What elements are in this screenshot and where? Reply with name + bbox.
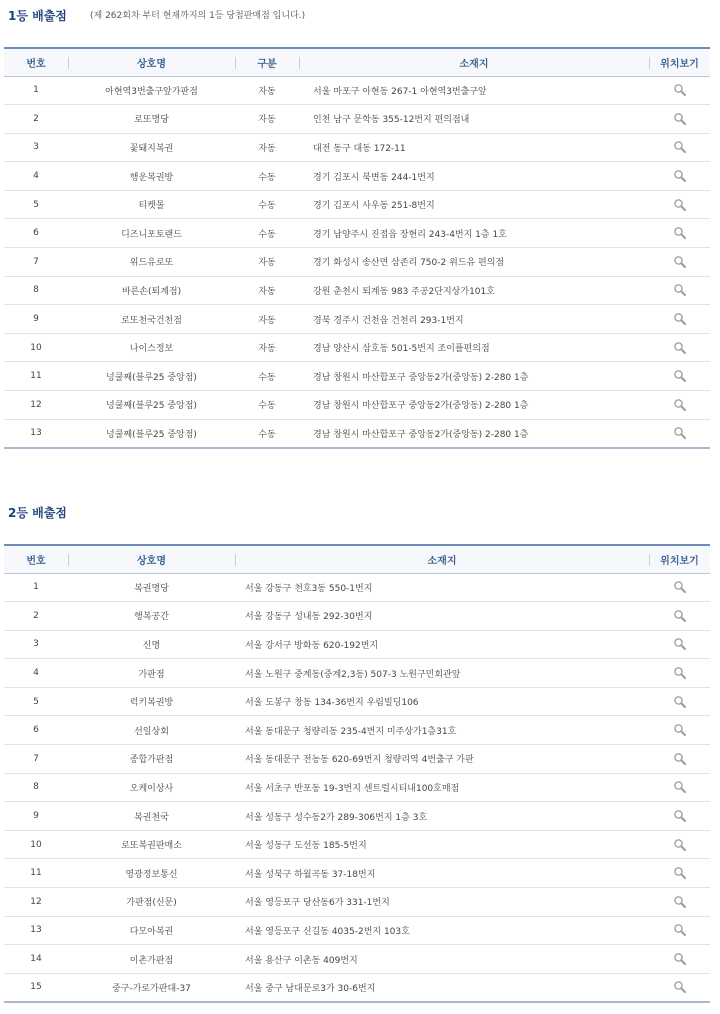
row-number: 1 [4,573,68,602]
store-address: 인천 남구 문학동 355-12번지 편의점내 [299,105,649,134]
column-header-address: 소재지 [235,545,649,573]
map-cell [649,888,710,917]
store-name: 복권천국 [68,802,235,831]
row-number: 6 [4,716,68,745]
draw-type: 자동 [235,333,299,362]
store-name: 꽃돼지복권 [68,133,235,162]
store-address: 서울 용산구 이촌동 409번지 [235,945,649,974]
map-cell [649,76,710,105]
table-header-row [4,48,710,76]
table-row [4,659,710,688]
store-name: 아현역3번출구앞가판점 [68,76,235,105]
store-name: 종합가판점 [68,745,235,774]
row-number: 10 [4,333,68,362]
magnifier-icon[interactable] [673,752,687,766]
store-name: 행운복권방 [68,162,235,191]
store-name: 영광정보통신 [68,859,235,888]
store-address: 대전 동구 대동 172-11 [299,133,649,162]
table-row [4,973,710,1002]
store-name: 위드유로또 [68,248,235,277]
magnifier-icon[interactable] [673,426,687,440]
map-cell [649,916,710,945]
store-name: 티켓몰 [68,190,235,219]
table-row [4,162,710,191]
table-row [4,716,710,745]
row-number: 3 [4,630,68,659]
table-row [4,859,710,888]
magnifier-icon[interactable] [673,398,687,412]
magnifier-icon[interactable] [673,112,687,126]
store-address: 서울 강서구 방화동 620-192번지 [235,630,649,659]
store-name: 복권명당 [68,573,235,602]
column-header-type: 구분 [235,48,299,76]
store-address: 서울 성동구 성수동2가 289-306번지 1층 3호 [235,802,649,831]
row-number: 3 [4,133,68,162]
table-row [4,190,710,219]
store-address: 서울 성동구 도선동 185-5번지 [235,830,649,859]
row-number: 4 [4,162,68,191]
store-address: 서울 강동구 성내동 292-30번지 [235,602,649,631]
magnifier-icon[interactable] [673,666,687,680]
row-number: 8 [4,773,68,802]
row-number: 10 [4,830,68,859]
magnifier-icon[interactable] [673,580,687,594]
store-name: 로또천국건천점 [68,305,235,334]
store-address: 서울 서초구 반포동 19-3번지 센트럴시티내100호매점 [235,773,649,802]
store-address: 강원 춘천시 퇴계동 983 주공2단지상가101호 [299,276,649,305]
magnifier-icon[interactable] [673,780,687,794]
column-header-no: 번호 [4,545,68,573]
row-number: 2 [4,602,68,631]
table-row [4,105,710,134]
row-number: 5 [4,687,68,716]
draw-type: 수동 [235,190,299,219]
map-cell [649,602,710,631]
map-cell [649,630,710,659]
map-cell [649,687,710,716]
magnifier-icon[interactable] [673,369,687,383]
store-address: 경남 창원시 마산합포구 중앙동2가(중앙동) 2-280 1층 [299,391,649,420]
second-prize-heading [0,494,720,532]
second-prize-section [0,494,720,994]
magnifier-icon[interactable] [673,341,687,355]
store-name: 이촌가판점 [68,945,235,974]
magnifier-icon[interactable] [673,695,687,709]
table-header-row [4,545,710,573]
map-cell [649,745,710,774]
second-prize-table [4,544,710,1003]
store-address: 경기 화성시 송산면 삼존리 750-2 위드유 편의점 [299,248,649,277]
draw-type: 자동 [235,305,299,334]
store-name: 넝쿨째(블루25 중앙점) [68,419,235,448]
table-row [4,945,710,974]
store-address: 경남 창원시 마산합포구 중앙동2가(중앙동) 2-280 1층 [299,362,649,391]
map-cell [649,419,710,448]
store-name: 디즈니포토랜드 [68,219,235,248]
map-cell [649,830,710,859]
magnifier-icon[interactable] [673,723,687,737]
second-prize-title: 2등 배출점 [8,506,67,520]
draw-type: 자동 [235,133,299,162]
table-row [4,802,710,831]
store-address: 서울 강동구 천호3동 550-1번지 [235,573,649,602]
magnifier-icon[interactable] [673,609,687,623]
magnifier-icon[interactable] [673,637,687,651]
map-cell [649,391,710,420]
magnifier-icon[interactable] [673,923,687,937]
table-row [4,602,710,631]
row-number: 2 [4,105,68,134]
draw-type: 자동 [235,105,299,134]
column-header-no: 번호 [4,48,68,76]
map-cell [649,248,710,277]
table-row [4,248,710,277]
store-address: 서울 성북구 하월곡동 37-18번지 [235,859,649,888]
store-name: 선일상회 [68,716,235,745]
magnifier-icon[interactable] [673,312,687,326]
table-row [4,687,710,716]
table-row [4,830,710,859]
table-row [4,391,710,420]
table-row [4,888,710,917]
magnifier-icon[interactable] [673,169,687,183]
store-name: 행복공간 [68,602,235,631]
table-row [4,76,710,105]
store-name: 중구-가로가판대-37 [68,973,235,1002]
store-address: 서울 영등포구 당산동6가 331-1번지 [235,888,649,917]
row-number: 12 [4,391,68,420]
magnifier-icon[interactable] [673,895,687,909]
map-cell [649,219,710,248]
column-header-address: 소재지 [299,48,649,76]
store-name: 신명 [68,630,235,659]
column-header-name: 상호명 [68,48,235,76]
store-name: 넝쿨째(블루25 중앙점) [68,391,235,420]
store-name: 럭키복권방 [68,687,235,716]
magnifier-icon[interactable] [673,283,687,297]
table-row [4,333,710,362]
table-row [4,276,710,305]
magnifier-icon[interactable] [673,140,687,154]
map-cell [649,973,710,1002]
store-name: 넝쿨째(블루25 중앙점) [68,362,235,391]
store-name: 가판점(신문) [68,888,235,917]
store-address: 경기 김포시 북변동 244-1번지 [299,162,649,191]
store-address: 경남 양산시 삼호동 501-5번지 조이플편의점 [299,333,649,362]
row-number: 11 [4,362,68,391]
draw-type: 자동 [235,76,299,105]
row-number: 7 [4,248,68,277]
map-cell [649,716,710,745]
table-row [4,630,710,659]
map-cell [649,773,710,802]
draw-type: 수동 [235,362,299,391]
map-cell [649,133,710,162]
store-name: 로또복권판매소 [68,830,235,859]
magnifier-icon[interactable] [673,198,687,212]
map-cell [649,105,710,134]
magnifier-icon[interactable] [673,838,687,852]
row-number: 4 [4,659,68,688]
magnifier-icon[interactable] [673,866,687,880]
map-cell [649,659,710,688]
map-cell [649,573,710,602]
row-number: 9 [4,802,68,831]
row-number: 11 [4,859,68,888]
table-row [4,419,710,448]
first-prize-subtitle: (제 262회차 부터 현재까지의 1등 당첨판매점 입니다.) [90,11,306,21]
row-number: 14 [4,945,68,974]
store-name: 가판점 [68,659,235,688]
store-address: 서울 노원구 중계동(중계2,3동) 507-3 노원구민회관앞 [235,659,649,688]
row-number: 6 [4,219,68,248]
map-cell [649,305,710,334]
first-prize-section [0,0,720,440]
row-number: 5 [4,190,68,219]
row-number: 12 [4,888,68,917]
map-cell [649,190,710,219]
store-name: 로또명당 [68,105,235,134]
magnifier-icon[interactable] [673,809,687,823]
map-cell [649,802,710,831]
draw-type: 수동 [235,162,299,191]
store-address: 서울 동대문구 전농동 620-69번지 청량리역 4번출구 가판 [235,745,649,774]
row-number: 1 [4,76,68,105]
store-address: 서울 동대문구 청량리동 235-4번지 미주상가1층31호 [235,716,649,745]
map-cell [649,859,710,888]
row-number: 13 [4,419,68,448]
store-address: 경기 남양주시 진접읍 장현리 243-4번지 1층 1호 [299,219,649,248]
store-name: 오케이상사 [68,773,235,802]
draw-type: 자동 [235,276,299,305]
store-address: 경남 창원시 마산합포구 중앙동2가(중앙동) 2-280 1층 [299,419,649,448]
row-number: 9 [4,305,68,334]
first-prize-table [4,47,710,449]
first-prize-title: 1등 배출점 [8,9,67,23]
table-row [4,916,710,945]
magnifier-icon[interactable] [673,980,687,994]
draw-type: 수동 [235,391,299,420]
magnifier-icon[interactable] [673,255,687,269]
map-cell [649,945,710,974]
table-row [4,362,710,391]
store-name: 다모아복권 [68,916,235,945]
column-header-map: 위치보기 [649,545,710,573]
row-number: 8 [4,276,68,305]
map-cell [649,362,710,391]
map-cell [649,162,710,191]
draw-type: 수동 [235,219,299,248]
row-number: 13 [4,916,68,945]
map-cell [649,333,710,362]
table-row [4,745,710,774]
table-row [4,573,710,602]
column-header-name: 상호명 [68,545,235,573]
store-address: 서울 도봉구 창동 134-36번지 우림빌딩106 [235,687,649,716]
store-address: 서울 영등포구 신길동 4035-2번지 103호 [235,916,649,945]
row-number: 15 [4,973,68,1002]
magnifier-icon[interactable] [673,226,687,240]
store-name: 바른손(퇴계점) [68,276,235,305]
magnifier-icon[interactable] [673,952,687,966]
magnifier-icon[interactable] [673,83,687,97]
store-address: 서울 마포구 아현동 267-1 아현역3번출구앞 [299,76,649,105]
store-address: 경기 김포시 사우동 251-8번지 [299,190,649,219]
column-header-map: 위치보기 [649,48,710,76]
draw-type: 자동 [235,248,299,277]
first-prize-heading [0,0,720,38]
table-row [4,773,710,802]
table-row [4,305,710,334]
row-number: 7 [4,745,68,774]
store-name: 나이스정보 [68,333,235,362]
draw-type: 수동 [235,419,299,448]
table-row [4,219,710,248]
map-cell [649,276,710,305]
store-address: 서울 중구 남대문로3가 30-6번지 [235,973,649,1002]
table-row [4,133,710,162]
store-address: 경북 경주시 건천읍 건천리 293-1번지 [299,305,649,334]
